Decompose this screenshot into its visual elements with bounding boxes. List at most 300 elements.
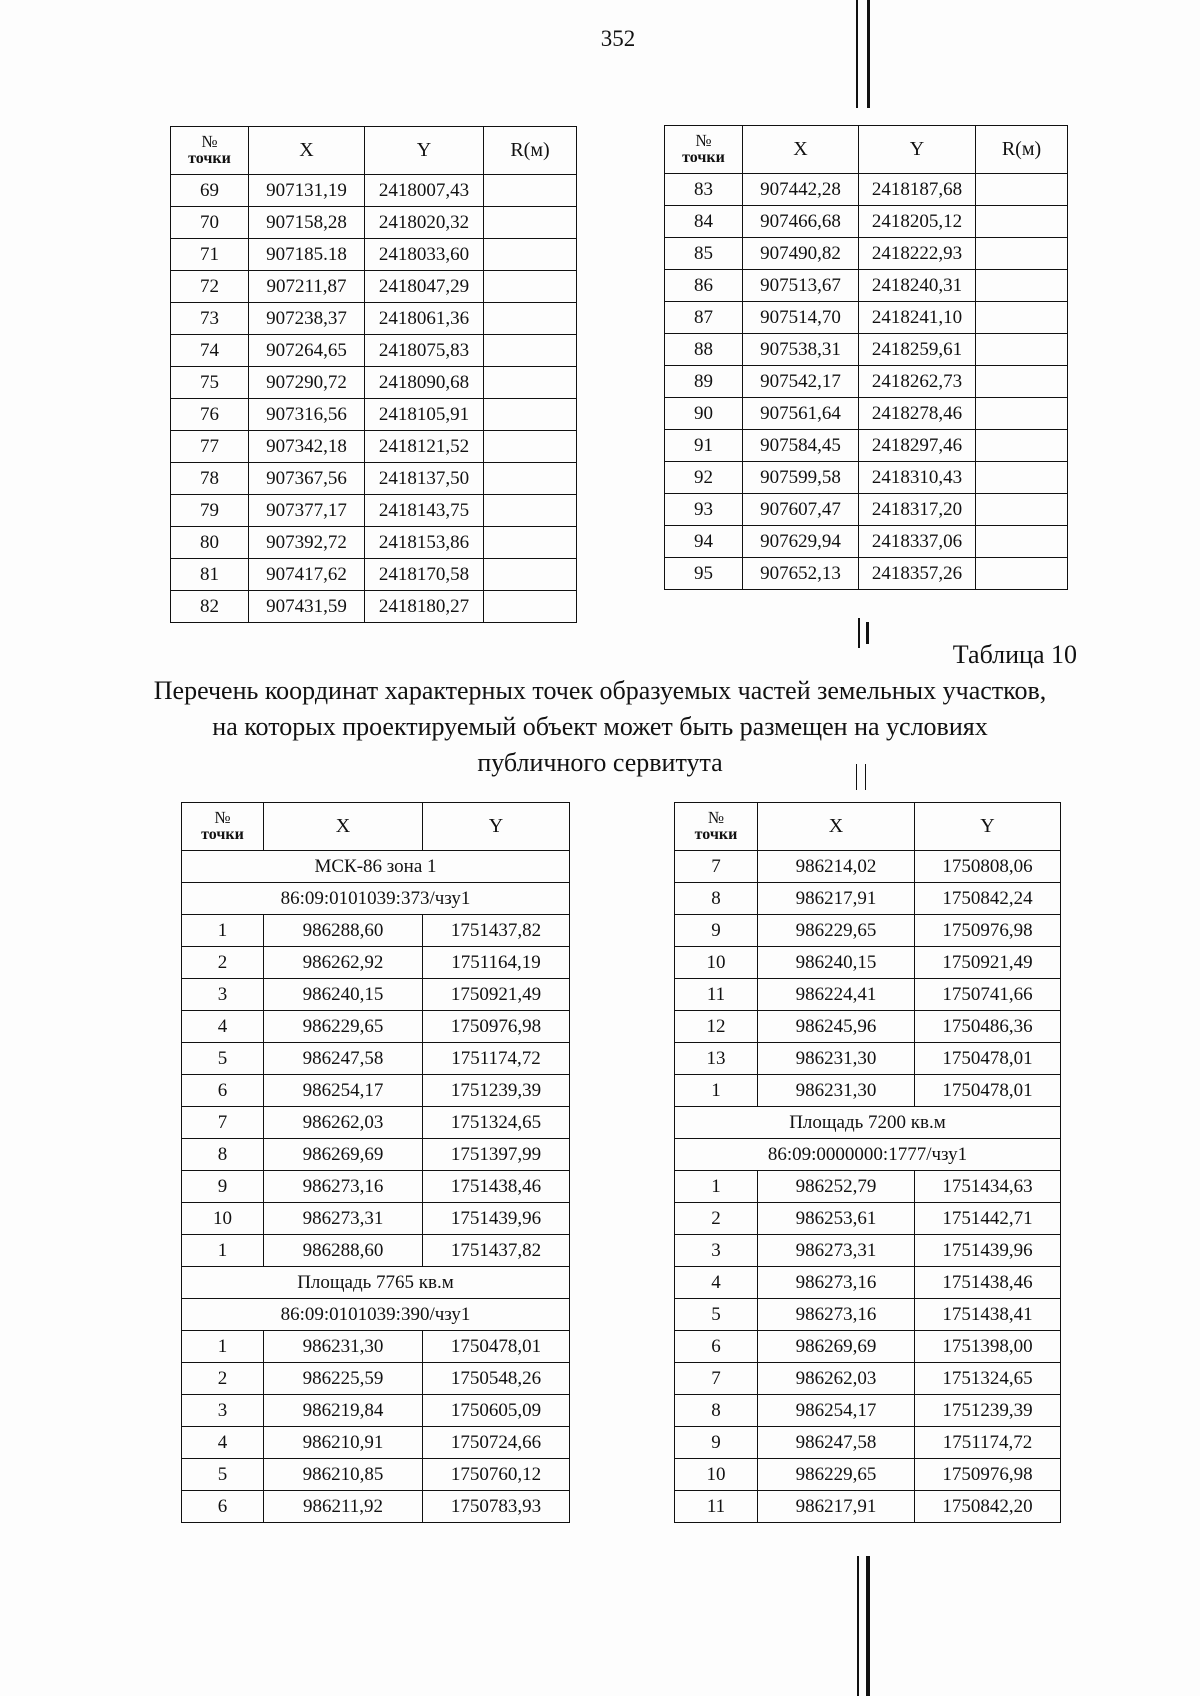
table-row [675,1043,1061,1075]
cell-radius [484,399,577,431]
table-row [665,430,1068,462]
table-row [171,239,577,271]
cell-y: 2418061,36 [365,303,484,335]
table-row [675,1203,1061,1235]
cell-x: 986254,17 [264,1075,423,1107]
coordinates-table-top-right [664,125,1068,590]
cell-y: 2418143,75 [365,495,484,527]
cell-radius [976,366,1068,398]
cell-x: 986288,60 [264,915,423,947]
table-row [171,399,577,431]
cell-y: 1751434,63 [915,1171,1061,1203]
section-title: Площадь 7765 кв.м [182,1267,570,1299]
table-row [182,1075,570,1107]
cell-y: 1751324,65 [423,1107,570,1139]
section-row [675,1107,1061,1139]
cell-y: 2418020,32 [365,207,484,239]
table-row [182,1459,570,1491]
cell-y: 2418180,27 [365,591,484,623]
header-y: Y [859,126,976,174]
cell-radius [484,527,577,559]
cell-point-number: 4 [182,1427,264,1459]
cell-x: 986269,69 [264,1139,423,1171]
cell-y: 1750921,49 [423,979,570,1011]
cell-radius [976,238,1068,270]
cell-y: 2418337,06 [859,526,976,558]
coordinates-table-top-left [170,126,577,623]
table-row [182,1331,570,1363]
cell-radius [976,558,1068,590]
table-row [182,1139,570,1171]
table-row [182,1043,570,1075]
cell-point-number: 74 [171,335,249,367]
cell-y: 2418007,43 [365,175,484,207]
table-row [675,1171,1061,1203]
cell-point-number: 3 [182,1395,264,1427]
cell-point-number: 81 [171,559,249,591]
table-row [182,1107,570,1139]
header-x: X [264,803,423,851]
header-x: X [758,803,915,851]
cell-y: 1750921,49 [915,947,1061,979]
cell-x: 907584,45 [743,430,859,462]
cell-point-number: 11 [675,979,758,1011]
cell-y: 1750842,24 [915,883,1061,915]
cell-x: 986273,16 [264,1171,423,1203]
cell-point-number: 9 [182,1171,264,1203]
cell-point-number: 69 [171,175,249,207]
scan-edge-line [856,0,858,108]
header-point-number [675,803,758,851]
cell-point-number: 87 [665,302,743,334]
cell-x: 986217,91 [758,883,915,915]
cell-point-number: 83 [665,174,743,206]
cell-radius [484,431,577,463]
header-point-number [665,126,743,174]
section-title: 86:09:0101039:373/чзу1 [182,883,570,915]
cell-y: 1750605,09 [423,1395,570,1427]
cell-y: 1750486,36 [915,1011,1061,1043]
header-point-word: точки [694,826,738,844]
cell-y: 2418310,43 [859,462,976,494]
cell-y: 2418105,91 [365,399,484,431]
cell-radius [976,174,1068,206]
cell-radius [976,526,1068,558]
cell-x: 986253,61 [758,1203,915,1235]
table-row [171,367,577,399]
cell-x: 986247,58 [758,1427,915,1459]
cell-radius [976,398,1068,430]
cell-point-number: 3 [182,979,264,1011]
cell-y: 1750976,98 [423,1011,570,1043]
table-row [665,238,1068,270]
cell-y: 1751442,71 [915,1203,1061,1235]
cell-x: 907490,82 [743,238,859,270]
cell-point-number: 86 [665,270,743,302]
table-row [665,206,1068,238]
header-number-sign: № [695,131,712,151]
cell-x: 986229,65 [758,915,915,947]
table-row [675,1299,1061,1331]
cell-x: 986273,31 [264,1203,423,1235]
cell-point-number: 10 [675,947,758,979]
cell-x: 986217,91 [758,1491,915,1523]
table-row [675,1395,1061,1427]
cell-x: 907131,19 [249,175,365,207]
cell-x: 986225,59 [264,1363,423,1395]
cell-radius [484,207,577,239]
cell-radius [484,463,577,495]
cell-x: 986231,30 [264,1331,423,1363]
cell-point-number: 2 [182,947,264,979]
cell-x: 986211,92 [264,1491,423,1523]
header-number-sign: № [201,132,218,152]
section-row [182,851,570,883]
cell-x: 907377,17 [249,495,365,527]
table-row [675,883,1061,915]
cell-y: 1750808,06 [915,851,1061,883]
cell-radius [484,335,577,367]
cell-y: 1751438,46 [423,1171,570,1203]
cell-point-number: 89 [665,366,743,398]
scan-edge-line [866,1556,870,1696]
header-y: Y [365,127,484,175]
cell-point-number: 8 [675,1395,758,1427]
cell-x: 986269,69 [758,1331,915,1363]
table-row [675,979,1061,1011]
cell-point-number: 1 [675,1075,758,1107]
cell-radius [976,430,1068,462]
cell-point-number: 8 [675,883,758,915]
cell-y: 1751438,41 [915,1299,1061,1331]
cell-x: 907542,17 [743,366,859,398]
cell-y: 1751437,82 [423,915,570,947]
table-row [182,1011,570,1043]
cell-x: 907316,56 [249,399,365,431]
table-row [665,174,1068,206]
cell-point-number: 78 [171,463,249,495]
cell-point-number: 76 [171,399,249,431]
cell-x: 986224,41 [758,979,915,1011]
cell-x: 907561,64 [743,398,859,430]
table-row [675,1363,1061,1395]
table-header-row [665,126,1068,174]
cell-radius [976,462,1068,494]
cell-x: 986262,03 [264,1107,423,1139]
cell-x: 907513,67 [743,270,859,302]
cell-point-number: 13 [675,1043,758,1075]
cell-y: 2418259,61 [859,334,976,366]
table-row [182,1491,570,1523]
cell-x: 986273,31 [758,1235,915,1267]
cell-x: 907652,13 [743,558,859,590]
cell-y: 2418222,93 [859,238,976,270]
table-number-label: Таблица 10 [952,640,1077,669]
cell-x: 986254,17 [758,1395,915,1427]
table-row [665,270,1068,302]
cell-x: 986210,85 [264,1459,423,1491]
cell-y: 2418153,86 [365,527,484,559]
table-row [675,1459,1061,1491]
table-row [665,558,1068,590]
cell-y: 1751438,46 [915,1267,1061,1299]
cell-x: 986240,15 [758,947,915,979]
cell-y: 1750842,20 [915,1491,1061,1523]
cell-radius [484,239,577,271]
table-row [675,915,1061,947]
table-row [182,915,570,947]
cell-point-number: 90 [665,398,743,430]
header-point-number [182,803,264,851]
cell-point-number: 6 [675,1331,758,1363]
cell-point-number: 9 [675,1427,758,1459]
cell-x: 986229,65 [758,1459,915,1491]
table-row [675,1011,1061,1043]
table-row [665,366,1068,398]
cell-y: 1751437,82 [423,1235,570,1267]
cell-y: 1750478,01 [423,1331,570,1363]
header-point-word: точки [682,149,725,167]
cell-y: 1751398,00 [915,1331,1061,1363]
cell-x: 986231,30 [758,1075,915,1107]
cell-point-number: 85 [665,238,743,270]
cell-x: 907629,94 [743,526,859,558]
table-row [665,302,1068,334]
cell-y: 1750478,01 [915,1043,1061,1075]
cell-x: 907342,18 [249,431,365,463]
table-row [182,1235,570,1267]
section-title: 86:09:0101039:390/чзу1 [182,1299,570,1331]
table-header-row [182,803,570,851]
cell-x: 986231,30 [758,1043,915,1075]
cell-x: 907514,70 [743,302,859,334]
table-row [675,1491,1061,1523]
cell-point-number: 12 [675,1011,758,1043]
cell-point-number: 5 [182,1043,264,1075]
table-row [171,175,577,207]
cell-x: 986288,60 [264,1235,423,1267]
cell-x: 907392,72 [249,527,365,559]
cell-point-number: 9 [675,915,758,947]
scan-edge-line [867,0,870,108]
cell-y: 1750724,66 [423,1427,570,1459]
table-caption: Перечень координат характерных точек образуемых частей земельных участков, на которых проектируемый объект может быть размещен на условиях публичного сервитута [153,676,1047,777]
cell-x: 986219,84 [264,1395,423,1427]
cell-y: 1751397,99 [423,1139,570,1171]
cell-x: 986262,92 [264,947,423,979]
cell-point-number: 77 [171,431,249,463]
cell-point-number: 10 [675,1459,758,1491]
scan-edge-line [858,618,860,648]
table-row [171,591,577,623]
cell-point-number: 6 [182,1075,264,1107]
table-header-row [675,803,1061,851]
cell-y: 1751439,96 [423,1203,570,1235]
cell-y: 1750976,98 [915,1459,1061,1491]
cell-y: 2418278,46 [859,398,976,430]
header-x: X [743,126,859,174]
table-row [171,431,577,463]
cell-x: 907607,47 [743,494,859,526]
cell-y: 1751164,19 [423,947,570,979]
section-row [675,1139,1061,1171]
cell-point-number: 1 [675,1171,758,1203]
table-row [171,559,577,591]
cell-y: 1751239,39 [915,1395,1061,1427]
cell-radius [976,334,1068,366]
table-row [182,1427,570,1459]
cell-y: 2418317,20 [859,494,976,526]
section-title: Площадь 7200 кв.м [675,1107,1061,1139]
table-row [182,1203,570,1235]
cell-point-number: 94 [665,526,743,558]
header-point-number [171,127,249,175]
cell-x: 907158,28 [249,207,365,239]
cell-point-number: 1 [182,1331,264,1363]
cell-point-number: 5 [182,1459,264,1491]
cell-y: 2418033,60 [365,239,484,271]
table-row [675,1267,1061,1299]
table-row [182,979,570,1011]
header-radius: R(м) [976,126,1068,174]
cell-point-number: 95 [665,558,743,590]
cell-radius [484,271,577,303]
cell-y: 1751239,39 [423,1075,570,1107]
header-x: X [249,127,365,175]
cell-y: 1751174,72 [915,1427,1061,1459]
cell-point-number: 84 [665,206,743,238]
cell-y: 2418241,10 [859,302,976,334]
cell-x: 907211,87 [249,271,365,303]
table-row [171,335,577,367]
cell-radius [976,494,1068,526]
table-row [182,1395,570,1427]
section-row [182,1299,570,1331]
scan-edge-line [857,1556,859,1696]
cell-point-number: 11 [675,1491,758,1523]
cell-point-number: 91 [665,430,743,462]
section-row [182,883,570,915]
cell-y: 2418187,68 [859,174,976,206]
table-row [171,303,577,335]
cell-x: 907442,28 [743,174,859,206]
header-radius: R(м) [484,127,577,175]
cell-point-number: 4 [675,1267,758,1299]
table-row [171,463,577,495]
table-row [675,1235,1061,1267]
header-point-word: точки [201,826,244,844]
cell-point-number: 79 [171,495,249,527]
table-row [182,1171,570,1203]
page-number: 352 [600,26,636,51]
table-header-row [171,127,577,175]
table-row [182,1363,570,1395]
table-row [665,494,1068,526]
header-number-sign: № [707,808,725,828]
cell-x: 907367,56 [249,463,365,495]
header-point-word: точки [188,150,231,168]
cell-y: 1751439,96 [915,1235,1061,1267]
cell-radius [484,559,577,591]
cell-x: 907599,58 [743,462,859,494]
table-row [665,398,1068,430]
cell-point-number: 1 [182,1235,264,1267]
cell-x: 986240,15 [264,979,423,1011]
table-row [675,1075,1061,1107]
cell-x: 986273,16 [758,1267,915,1299]
table-row [665,334,1068,366]
cell-x: 907238,37 [249,303,365,335]
cell-x: 986214,02 [758,851,915,883]
table-row [675,1427,1061,1459]
cell-y: 1750783,93 [423,1491,570,1523]
cell-x: 986252,79 [758,1171,915,1203]
header-number-sign: № [214,808,231,828]
cell-y: 2418121,52 [365,431,484,463]
cell-y: 1751324,65 [915,1363,1061,1395]
cell-point-number: 88 [665,334,743,366]
cell-point-number: 73 [171,303,249,335]
cell-point-number: 5 [675,1299,758,1331]
cell-x: 986247,58 [264,1043,423,1075]
cell-point-number: 70 [171,207,249,239]
cell-y: 1750741,66 [915,979,1061,1011]
table-row [171,527,577,559]
cell-y: 2418047,29 [365,271,484,303]
header-y: Y [423,803,570,851]
cell-point-number: 2 [675,1203,758,1235]
table-row [171,495,577,527]
cell-point-number: 7 [675,1363,758,1395]
section-row [182,1267,570,1299]
cell-y: 2418090,68 [365,367,484,399]
cell-x: 986273,16 [758,1299,915,1331]
cell-y: 1750548,26 [423,1363,570,1395]
cell-radius [976,206,1068,238]
cell-point-number: 10 [182,1203,264,1235]
table-row [675,851,1061,883]
cell-point-number: 93 [665,494,743,526]
cell-point-number: 92 [665,462,743,494]
cell-point-number: 2 [182,1363,264,1395]
table-row [665,526,1068,558]
cell-x: 907466,68 [743,206,859,238]
scan-edge-line [866,622,869,644]
cell-y: 2418137,50 [365,463,484,495]
cell-point-number: 82 [171,591,249,623]
cell-point-number: 7 [675,851,758,883]
cell-radius [484,303,577,335]
table-row [675,947,1061,979]
cell-point-number: 4 [182,1011,264,1043]
header-y: Y [915,803,1061,851]
cell-y: 1750760,12 [423,1459,570,1491]
cell-x: 986229,65 [264,1011,423,1043]
cell-point-number: 75 [171,367,249,399]
cell-x: 907417,62 [249,559,365,591]
cell-point-number: 8 [182,1139,264,1171]
cell-y: 2418357,26 [859,558,976,590]
cell-x: 907185.18 [249,239,365,271]
cell-x: 907538,31 [743,334,859,366]
cell-y: 1751174,72 [423,1043,570,1075]
cell-y: 2418262,73 [859,366,976,398]
table-row [675,1331,1061,1363]
section-title: МСК-86 зона 1 [182,851,570,883]
cell-radius [976,302,1068,334]
cell-radius [484,175,577,207]
cell-x: 986210,91 [264,1427,423,1459]
